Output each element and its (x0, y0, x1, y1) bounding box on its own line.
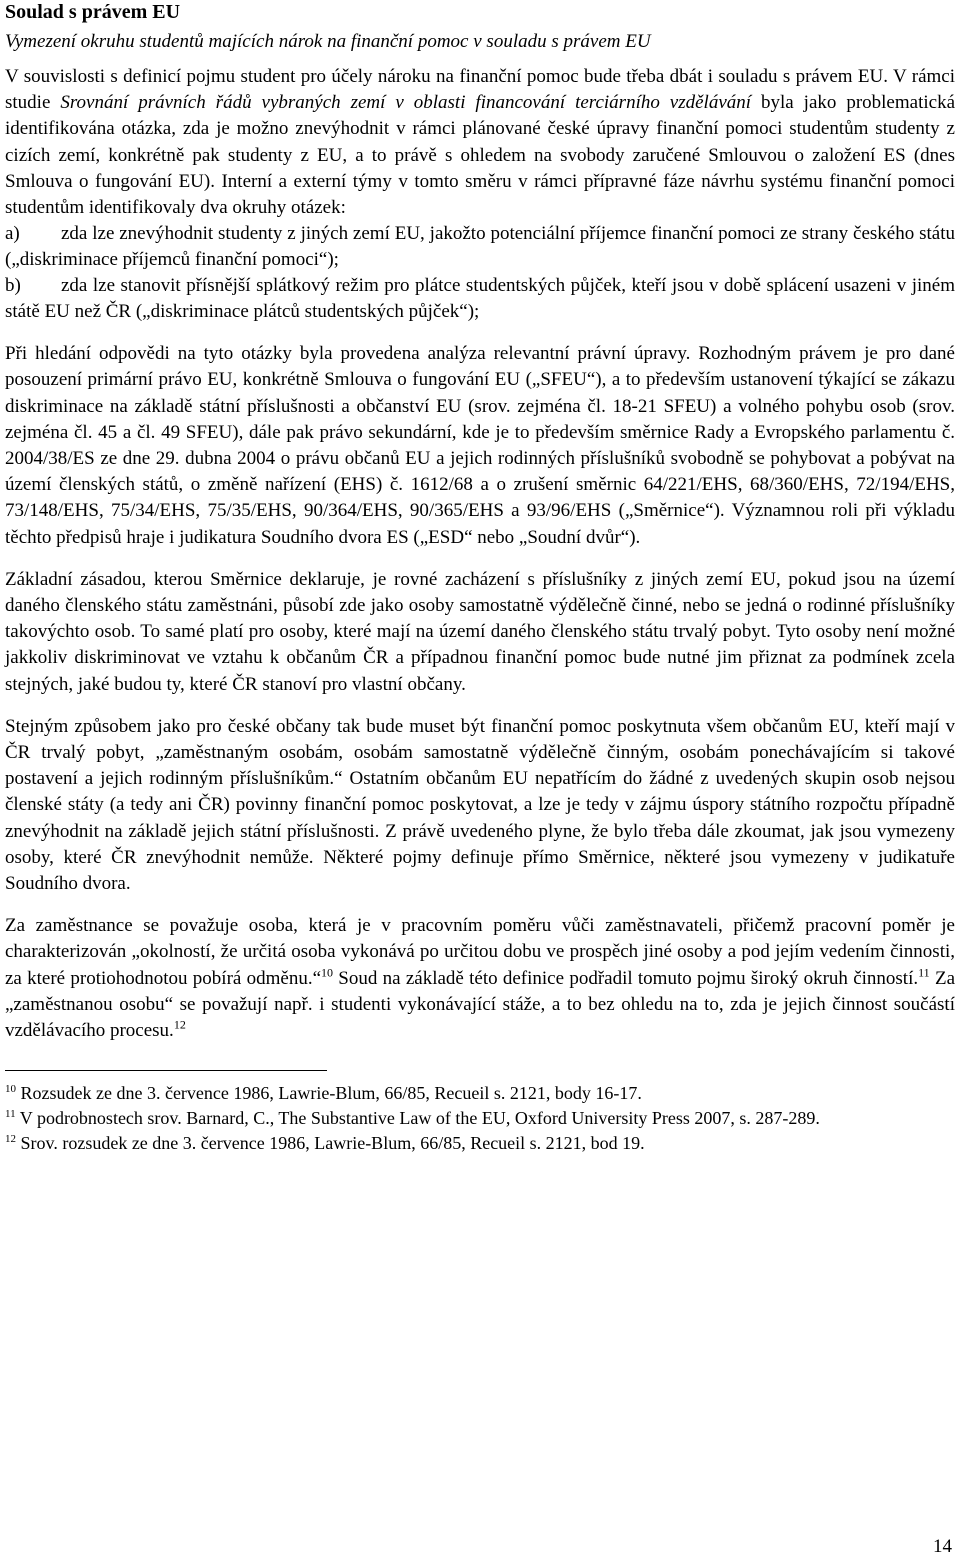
paragraph-intro-text-b: byla jako problematická identifikována otázka, zda je možno znevýhodnit v rámci plánované české úpravy finanční pomoci studentům studenty z cizích zemí, konkrétně pak studenty z EU, a to právě s ohledem na svobody zaručené Smlouvou o založení ES (dnes Smlouva o fungování EU). Interní a externí týmy v tomto směru v rámci přípravné fáze návrhu systému finanční pomoci studentům identifikovaly dva okruhy otázek: (5, 92, 955, 219)
paragraph-employee-text-c: Za „zaměstnanou osobu“ se považují např. i studenti vykonávající stáže, a to bez ohledu na to, zda je jejich činnost součástí vzdělávacího procesu. (5, 967, 955, 1042)
footnotes (5, 1082, 955, 1154)
footnote-ref-12[interactable]: 12 (173, 1017, 186, 1032)
paragraph-intro-text-a: V souvislosti s definicí pojmu student pro účely nároku na finanční pomoc bude třeba dbát i souladu s právem EU. V rámci studie (5, 66, 955, 114)
footnote-text: Rozsudek ze dne 3. července 1986, Lawrie-Blum, 66/85, Recueil s. 2121, body 16-17. (16, 1083, 642, 1104)
list-marker-b: b) (5, 275, 21, 297)
paragraph-employee-definition (5, 913, 955, 1044)
footnote-ref-10[interactable]: 10 (321, 965, 334, 980)
footnote-10 (5, 1082, 955, 1104)
footnote-text: Srov. rozsudek ze dne 3. července 1986, Lawrie-Blum, 66/85, Recueil s. 2121, bod 19. (16, 1133, 645, 1154)
paragraph-eu-citizens: Stejným způsobem jako pro české občany tak bude muset být finanční pomoc poskytnuta všem občanům EU, kteří mají v ČR trvalý pobyt, „zaměstnaným osobám, osobám samostatně výdělečně činným, osobám ponechávajícím si takové postavení a jejich rodinným příslušníkům.“ Ostatním občanům EU nepatřícím do žádné z uvedených skupin osob nejsou členské státy (a tedy ani ČR) povinny finanční pomoc poskytovat, a lze je tedy v zájmu úspory státního rozpočtu případně znevýhodnit na základě jejich státní příslušnosti. Z právě uvedeného plyne, že bylo třeba dále zkoumat, jak jsou vymezeny osoby, které ČR znevýhodnit nemůže. Některé pojmy definuje přímo Směrnice, některé jsou vymezeny v judikatuře Soudního dvora. (5, 715, 955, 895)
paragraph-equal-treatment: Základní zásadou, kterou Směrnice deklaruje, je rovné zacházení s příslušníky z jiných zemí EU, pokud jsou na území daného členského státu zaměstnáni, působí zde jako osoby samostatně výdělečně činné, nebo se jedná o rodinné příslušníky takovýchto osob. To samé platí pro osoby, které mají na území daného členského státu trvalý pobyt. Tyto osoby není možné jakkoliv diskriminovat ve vztahu k občanům ČR a případnou finanční pomoc bude nutné jim přiznat za podmínek zcela stejných, jaké budou ty, které ČR stanoví pro vlastní občany. (5, 568, 955, 695)
footnote-text: V podrobnostech srov. Barnard, C., The Substantive Law of the EU, Oxford University Press 2007, s. 287-289. (15, 1108, 820, 1129)
list-item-text-b: zda lze stanovit přísnější splátkový režim pro plátce studentských půjček, kteří jsou v době splácení usazeni v jiném státě EU než ČR („diskriminace plátců studentských půjček“); (5, 275, 955, 323)
paragraph-legal-basis: Při hledání odpovědi na tyto otázky byla provedena analýza relevantní právní úpravy. Rozhodným právem je pro dané posouzení primární právo EU, konkrétně Smlouva o fungování EU („SFEU“), a to především ustanovení týkající se zákazu diskriminace na základě státní příslušnosti a občanství EU (srov. zejména čl. 18-21 SFEU) a volného pohybu osob (srov. zejména čl. 45 a čl. 49 SFEU), dále pak právo sekundární, kde je to především směrnice Rady a Evropského parlamentu č. 2004/38/ES ze dne 29. dubna 2004 o právu občanů EU a jejich rodinných příslušníků svobodně se pohybovat a pobývat na území členských států, o změně nařízení (EHS) č. 1612/68 a o zrušení směrnic 64/221/EHS, 68/360/EHS, 72/194/EHS, 73/148/EHS, 75/34/EHS, 75/35/EHS, 90/364/EHS, 90/365/EHS a 93/96/EHS („Směrnice“). Významnou roli při výkladu těchto předpisů hraje i judikatura Soudního dvora ES („ESD“ nebo „Soudní dvůr“). (5, 343, 955, 548)
document-page (5, 0, 955, 1157)
footnote-divider (5, 1070, 327, 1071)
paragraph-intro (5, 64, 955, 221)
section-heading: Soulad s právem EU (5, 1, 181, 23)
list-marker-a: a) (5, 223, 20, 245)
list-item-b (5, 273, 955, 325)
footnote-ref-11[interactable]: 11 (918, 965, 930, 980)
page-number: 14 (933, 1536, 952, 1557)
footnote-12 (5, 1132, 955, 1154)
paragraph-employee-text-b: Soud na základě této definice podřadil tomuto pojmu široký okruh činností. (333, 967, 919, 989)
footnote-number: 10 (5, 1083, 16, 1096)
section-subheading: Vymezení okruhu studentů majících nárok na finanční pomoc v souladu s právem EU (5, 31, 651, 52)
list-item-text-a: zda lze znevýhodnit studenty z jiných zemí EU, jakožto potenciální příjemce finanční pomoci ze strany českého státu („diskriminace příjemců finanční pomoci“); (5, 223, 955, 271)
paragraph-employee-text-a: Za zaměstnance se považuje osoba, která je v pracovním poměru vůči zaměstnavateli, přičemž pracovní poměr je charakterizován „okolností, že určitá osoba vykonává po určitou dobu ve prospěch jiné osoby a pod jejím vedením činnosti, za které protiohodnotou pobírá odměnu.“ (5, 915, 955, 989)
study-title: Srovnání právních řádů vybraných zemí v oblasti financování terciárního vzdělávání (60, 92, 752, 114)
footnote-11 (5, 1107, 955, 1129)
footnote-number: 12 (5, 1133, 16, 1146)
footnote-number: 11 (5, 1108, 16, 1121)
list-item-a (5, 221, 955, 273)
